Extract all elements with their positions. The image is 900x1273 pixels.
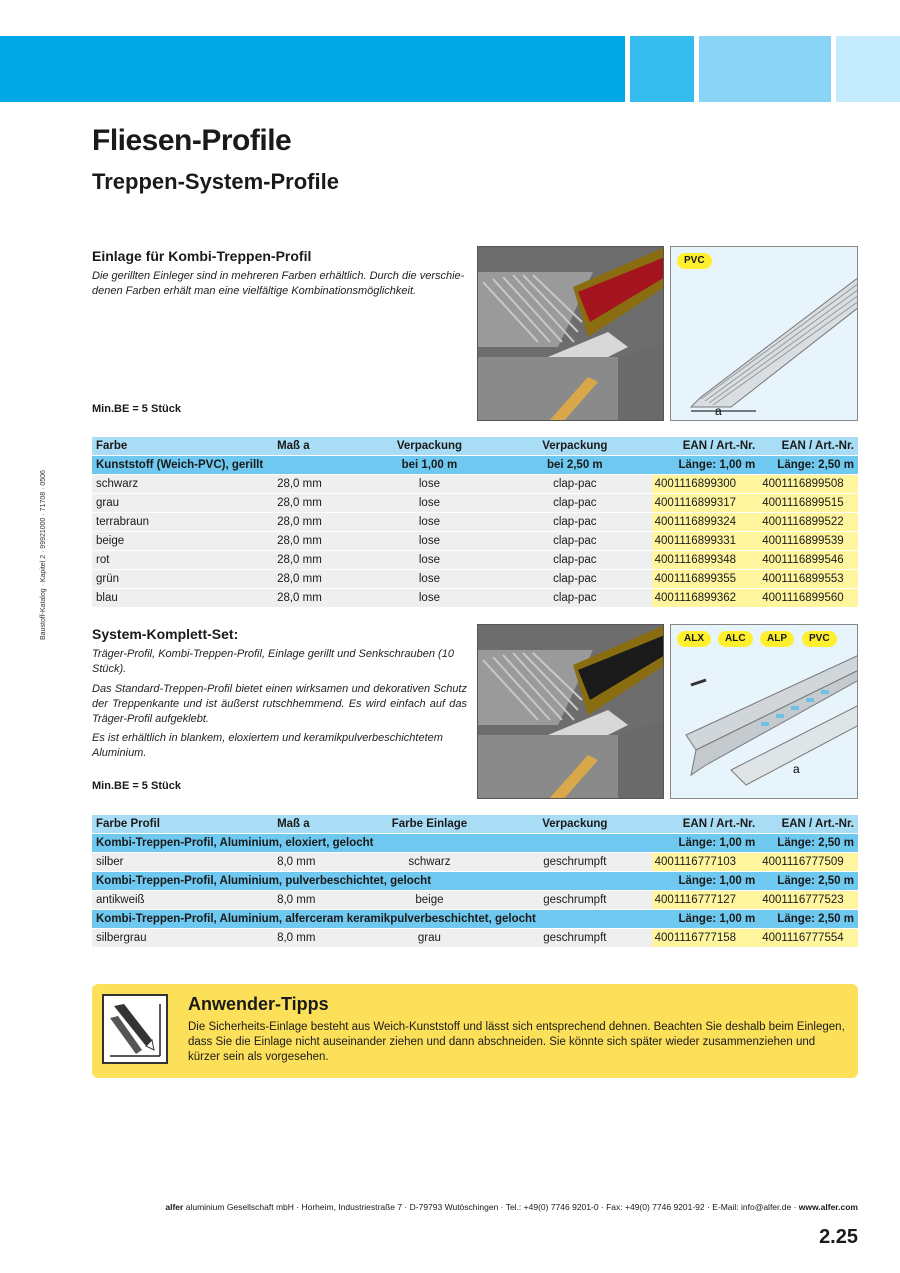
header-verpackung-2: Verpackung: [498, 437, 652, 455]
group-label: Kombi-Treppen-Profil, Aluminium, pulverbeschichtet, gelocht: [92, 872, 652, 890]
cell-ean-1: 4001116899317: [652, 494, 760, 512]
top-color-bar: [0, 36, 900, 102]
cell-verpackung-2: clap-pac: [498, 532, 652, 550]
material-badge-alp: ALP: [760, 631, 794, 647]
table-header: [92, 815, 858, 833]
footer-address: aluminium Gesellschaft mbH · Horheim, Industriestraße 7 · D-79793 Wutöschingen · Tel.: +49(0) 7746 9201-0 · Fax: +49(0) 7746 9201-92 · E-Mail: info@alfer.de ·: [183, 1202, 799, 1212]
cell-ean-1: 4001116777158: [652, 929, 760, 947]
tips-text: Die Sicherheits-Einlage besteht aus Weich-Kunststoff und lässt sich entsprechend dehnen. Beachten Sie deshalb beim Einlegen, dass Sie die Einlage nicht auseinander ziehen und dann abschneiden. Sie könnte sich später wieder zusammenziehen und kürzer sein als vorgesehen.: [188, 1021, 845, 1063]
section2-desc-2: Das Standard-Treppen-Profil bietet einen wirksamen und dekorativen Schutz der Treppenkante und ist äußerst rutschhemmend. Es wird einfach auf das Träger-Profil aufgeklebt.: [92, 683, 467, 725]
cell-farbe: terrabraun: [92, 513, 273, 531]
header-mass: Maß a: [273, 437, 361, 455]
table-group-row: [92, 456, 858, 474]
cell-farbe: grau: [92, 494, 273, 512]
cell-ean-1: 4001116899324: [652, 513, 760, 531]
group-label-part-b: keramikpulverbeschichtet, gelocht: [343, 913, 536, 925]
section2-title: System-Komplett-Set:: [92, 626, 239, 642]
cell-ean-1: 4001116777127: [652, 891, 760, 909]
cell-verpackung-1: lose: [361, 532, 498, 550]
cell-ean-1: 4001116899331: [652, 532, 760, 550]
group-laenge-2: Länge: 2,50 m: [759, 872, 858, 890]
cell-ean-1: 4001116777103: [652, 853, 760, 871]
cell-farbe: rot: [92, 551, 273, 569]
cell-farbe-profil: silber: [92, 853, 273, 871]
table-row: [92, 532, 858, 550]
table-row: [92, 570, 858, 588]
material-badge-pvc: PVC: [802, 631, 837, 647]
table-row: [92, 551, 858, 569]
dim-a-label-2: a: [793, 762, 800, 776]
bar-segment-4: [836, 36, 900, 102]
cell-mass: 28,0 mm: [273, 475, 361, 493]
table-row: [92, 891, 858, 909]
bar-segment-3: [699, 36, 831, 102]
header-farbe: Farbe: [92, 437, 273, 455]
table-row: [92, 475, 858, 493]
page-number: 2.25: [819, 1226, 858, 1248]
header-ean-1: EAN / Art.-Nr.: [652, 815, 760, 833]
cell-verpackung-1: lose: [361, 551, 498, 569]
cell-mass: 28,0 mm: [273, 551, 361, 569]
cell-verpackung-2: clap-pac: [498, 589, 652, 607]
table-row: [92, 494, 858, 512]
page-title: Fliesen-Profile: [92, 124, 292, 157]
cell-mass: 28,0 mm: [273, 513, 361, 531]
header-ean-1: EAN / Art.-Nr.: [652, 437, 760, 455]
group-verpackung-2: bei 2,50 m: [498, 456, 652, 474]
cell-farbe: grün: [92, 570, 273, 588]
cell-ean-1: 4001116899300: [652, 475, 760, 493]
group-laenge-2: Länge: 2,50 m: [759, 456, 858, 474]
header-farbe-einlage: Farbe Einlage: [361, 815, 498, 833]
cell-mass: 28,0 mm: [273, 532, 361, 550]
cell-farbe: blau: [92, 589, 273, 607]
header-mass: Maß a: [273, 815, 361, 833]
footer-website[interactable]: www.alfer.com: [798, 1202, 858, 1212]
cell-verpackung: geschrumpft: [498, 853, 652, 871]
stair-photo-1: [477, 246, 664, 421]
section1-min-be: Min.BE = 5 Stück: [92, 403, 181, 415]
cell-verpackung-2: clap-pac: [498, 551, 652, 569]
cell-verpackung-2: clap-pac: [498, 513, 652, 531]
header-farbe-profil: Farbe Profil: [92, 815, 273, 833]
group-label-part-a: Kombi-Treppen-Profil, Aluminium,: [96, 913, 286, 925]
group-label: Kunststoff (Weich-PVC), gerillt: [92, 456, 361, 474]
tips-title: Anwender-Tipps: [188, 994, 329, 1014]
pencil-ruler-icon: [102, 994, 168, 1064]
sidebar-catalog-text: Baustoff-Katalog · Kapitel 2 · 99921000 · 71708 · 0506: [40, 470, 47, 640]
table-row: [92, 589, 858, 607]
group-laenge-1: Länge: 1,00 m: [652, 834, 760, 852]
group-laenge-2: Länge: 2,50 m: [759, 910, 858, 928]
table-row: [92, 853, 858, 871]
header-verpackung-1: Verpackung: [361, 437, 498, 455]
cell-ean-2: 4001116777523: [759, 891, 858, 909]
cell-mass: 8,0 mm: [273, 891, 361, 909]
cell-ean-1: 4001116899348: [652, 551, 760, 569]
header-verpackung: Verpackung: [498, 815, 652, 833]
cell-verpackung-1: lose: [361, 494, 498, 512]
cell-ean-1: 4001116899362: [652, 589, 760, 607]
cell-ean-2: 4001116899508: [759, 475, 858, 493]
cell-mass: 28,0 mm: [273, 570, 361, 588]
section2-min-be: Min.BE = 5 Stück: [92, 780, 181, 792]
cell-ean-2: 4001116777554: [759, 929, 858, 947]
group-verpackung-1: bei 1,00 m: [361, 456, 498, 474]
cell-verpackung-1: lose: [361, 475, 498, 493]
table-group-row: [92, 872, 858, 890]
cell-farbe-einlage: schwarz: [361, 853, 498, 871]
section2-desc-1: Träger-Profil, Kombi-Treppen-Profil, Einlage gerillt und Senkschrauben (10 Stück).: [92, 648, 454, 675]
dim-a-label: a: [715, 404, 722, 418]
cell-farbe-profil: antikweiß: [92, 891, 273, 909]
cell-verpackung-2: clap-pac: [498, 494, 652, 512]
section2-desc-3: Es ist erhältlich in blankem, eloxiertem und keramikpulverbeschichtetem Aluminium.: [92, 732, 443, 759]
cell-verpackung: geschrumpft: [498, 929, 652, 947]
material-badge-pvc: PVC: [677, 253, 712, 269]
section1-desc-line1: Die gerillten Einleger sind in mehreren Farben erhältlich. Durch die verschie-: [92, 270, 465, 282]
cell-farbe: schwarz: [92, 475, 273, 493]
group-laenge-2: Länge: 2,50 m: [759, 834, 858, 852]
cell-ean-2: 4001116899560: [759, 589, 858, 607]
cell-mass: 28,0 mm: [273, 494, 361, 512]
cell-farbe-einlage: grau: [361, 929, 498, 947]
set-table: [92, 814, 858, 948]
alferceram-brand: alferceram: [285, 913, 344, 925]
cell-farbe-einlage: beige: [361, 891, 498, 909]
group-laenge-1: Länge: 1,00 m: [652, 872, 760, 890]
cell-mass: 8,0 mm: [273, 853, 361, 871]
header-ean-2: EAN / Art.-Nr.: [759, 815, 858, 833]
material-badge-alc: ALC: [718, 631, 753, 647]
cell-verpackung-1: lose: [361, 513, 498, 531]
cell-farbe-profil: silbergrau: [92, 929, 273, 947]
profile-drawing-1: [670, 246, 858, 421]
page-subtitle: Treppen-System-Profile: [92, 169, 339, 194]
cell-verpackung-1: lose: [361, 570, 498, 588]
table-header: [92, 437, 858, 455]
group-laenge-1: Länge: 1,00 m: [652, 456, 760, 474]
cell-ean-1: 4001116899355: [652, 570, 760, 588]
cell-ean-2: 4001116899546: [759, 551, 858, 569]
cell-verpackung-2: clap-pac: [498, 570, 652, 588]
header-ean-2: EAN / Art.-Nr.: [759, 437, 858, 455]
footer: [92, 1202, 858, 1212]
insert-table: [92, 436, 858, 608]
cell-mass: 8,0 mm: [273, 929, 361, 947]
cell-ean-2: 4001116899539: [759, 532, 858, 550]
stair-photo-2: [477, 624, 664, 799]
bar-segment-1: [0, 36, 625, 102]
section1-desc-line2: denen Farben erhält man eine vielfältige Kombinationsmöglichkeit.: [92, 285, 417, 297]
table-row: [92, 513, 858, 531]
section1-title: Einlage für Kombi-Treppen-Profil: [92, 248, 312, 264]
cell-verpackung-2: clap-pac: [498, 475, 652, 493]
cell-farbe: beige: [92, 532, 273, 550]
tips-box: [92, 984, 858, 1078]
table-row: [92, 929, 858, 947]
table-group-row: [92, 910, 858, 928]
cell-verpackung: geschrumpft: [498, 891, 652, 909]
group-label: Kombi-Treppen-Profil, Aluminium, eloxiert, gelocht: [92, 834, 652, 852]
cell-ean-2: 4001116777509: [759, 853, 858, 871]
cell-verpackung-1: lose: [361, 589, 498, 607]
profile-drawing-2: [670, 624, 858, 799]
material-badge-alx: ALX: [677, 631, 711, 647]
table-group-row: [92, 834, 858, 852]
cell-ean-2: 4001116899553: [759, 570, 858, 588]
group-label: [92, 910, 652, 928]
cell-mass: 28,0 mm: [273, 589, 361, 607]
group-laenge-1: Länge: 1,00 m: [652, 910, 760, 928]
bar-segment-2: [630, 36, 694, 102]
footer-brand: alfer: [165, 1202, 184, 1212]
cell-ean-2: 4001116899522: [759, 513, 858, 531]
cell-ean-2: 4001116899515: [759, 494, 858, 512]
